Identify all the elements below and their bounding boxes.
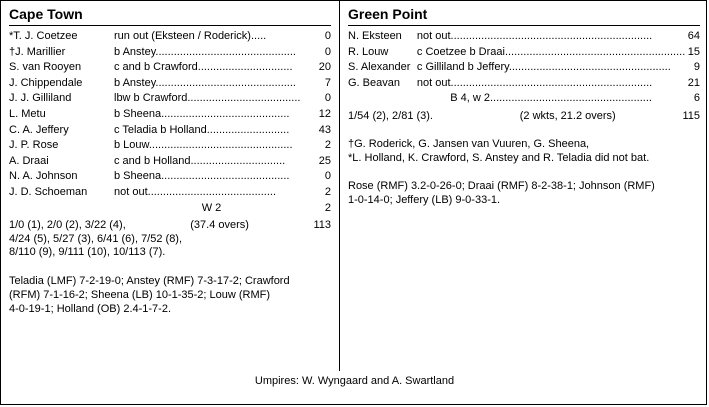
runs: 0	[324, 170, 331, 183]
table-row	[9, 29, 331, 45]
runs: 0	[324, 30, 331, 42]
dismissal: c and b Crawford...............................	[114, 61, 293, 74]
bowling-line: 4-0-19-1; Holland (OB) 2.4-1-7-2.	[9, 302, 172, 315]
runs: 20	[318, 61, 331, 74]
batsman-name: C. A. Jeffery	[9, 123, 69, 136]
left-team-title: Cape Town	[9, 6, 83, 22]
extras-runs: 2	[324, 201, 331, 214]
left-bowling-figures	[9, 274, 331, 316]
dismissal: b Sheena..........................................	[114, 107, 290, 120]
innings-total: 115	[682, 109, 700, 122]
batsman-name: A. Draai	[9, 154, 49, 167]
batsman-name: S. van Rooyen	[9, 61, 82, 74]
dismissal: lbw b Crawford.....................................	[114, 92, 301, 105]
runs: 64	[687, 30, 700, 42]
runs: 9	[693, 61, 700, 74]
runs: 0	[324, 45, 331, 58]
table-row	[348, 45, 700, 61]
right-bowling-figures	[348, 179, 700, 207]
table-row	[9, 138, 331, 154]
dismissal: b Anstey..............................................	[114, 45, 296, 58]
dismissal: c Teladia b Holland...........................	[114, 123, 290, 136]
bowling-line: (RFM) 7-1-16-2; Sheena (LB) 10-1-35-2; Louw (RMF)	[9, 288, 271, 301]
dnb-line: †G. Roderick, G. Jansen van Vuuren, G. Sheena,	[348, 138, 590, 151]
right-spacer-1	[348, 123, 700, 137]
table-row	[9, 123, 331, 139]
batsman-name: †J. Marillier	[9, 45, 66, 58]
dismissal: c Coetzee b Draai...........................................................	[416, 45, 686, 58]
extras-label: W 2	[201, 201, 222, 214]
batsman-name: J. D. Schoeman	[9, 185, 88, 198]
batsman-name: J. P. Rose	[9, 139, 59, 152]
innings-total: 113	[313, 219, 331, 232]
runs: 2	[324, 139, 331, 152]
extras-runs: 6	[693, 92, 700, 105]
batsman-name: *T. J. Coetzee	[9, 30, 78, 42]
batsman-name: G. Beavan	[348, 76, 400, 89]
batsman-name: N. A. Johnson	[9, 170, 78, 183]
dismissal: run out (Eksteen / Roderick).....	[114, 30, 267, 42]
dismissal: c and b Holland...............................	[114, 154, 286, 167]
right-title-rule	[348, 25, 700, 26]
left-batting-table	[9, 29, 331, 216]
bowling-line: 1-0-14-0; Jeffery (LB) 9-0-33-1.	[348, 194, 501, 207]
total-line	[348, 110, 700, 124]
fow-line-1: 1/0 (1), 2/0 (2), 3/22 (4),	[9, 219, 126, 232]
extras-spacer	[9, 201, 114, 217]
bowling-line: Teladia (LMF) 7-2-19-0; Anstey (RMF) 7-3-17-2; Crawford	[9, 274, 290, 287]
runs: 25	[318, 154, 331, 167]
umpires-line: Umpires: W. Wyngaard and A. Swartland	[254, 375, 455, 387]
table-row	[9, 107, 331, 123]
extras-row	[348, 91, 700, 107]
innings-overs: (37.4 overs)	[190, 219, 249, 232]
batsman-name: S. Alexander	[348, 61, 411, 74]
dismissal: c Gilliland b Jeffery.....................................................	[416, 61, 671, 74]
runs: 21	[687, 76, 700, 89]
table-row	[9, 169, 331, 185]
dismissal: b Louw...............................................	[114, 139, 293, 152]
batsman-name: J. Chippendale	[9, 76, 83, 89]
dnb-line: *L. Holland, K. Crawford, S. Anstey and R. Teladia did not bat.	[348, 152, 650, 165]
batsman-name: J. J. Gilliland	[9, 92, 72, 105]
runs: 2	[324, 185, 331, 198]
right-fall-of-wickets: 1/54 (2), 2/81 (3).	[348, 109, 433, 122]
right-team-title: Green Point	[348, 6, 428, 22]
bowling-line: Rose (RMF) 3.2-0-26-0; Draai (RMF) 8-2-38-1; Johnson (RMF)	[348, 180, 655, 193]
table-row	[348, 60, 700, 76]
total-line	[9, 219, 331, 233]
batsman-name: R. Louw	[348, 45, 389, 58]
extras-spacer	[348, 91, 417, 107]
right-innings-panel	[340, 1, 707, 207]
dismissal: not out..................................................................	[416, 30, 653, 42]
table-row	[9, 76, 331, 92]
left-spacer	[9, 260, 331, 274]
fow-line-3: 8/110 (9), 9/111 (10), 10/113 (7).	[9, 246, 166, 259]
dismissal: not out..................................................................	[416, 76, 653, 89]
left-innings-panel	[1, 1, 339, 316]
table-row	[348, 76, 700, 92]
left-title-rule	[9, 25, 331, 26]
dismissal: b Sheena..........................................	[114, 170, 290, 183]
extras-row	[9, 201, 331, 217]
batsman-name: L. Metu	[9, 107, 46, 120]
right-batting-table	[348, 29, 700, 107]
right-total-block	[348, 110, 700, 124]
table-row	[9, 154, 331, 170]
right-spacer-2	[348, 165, 700, 179]
runs: 0	[324, 92, 331, 105]
table-row	[348, 29, 700, 45]
runs: 12	[318, 107, 331, 120]
runs: 43	[318, 123, 331, 136]
dismissal: not out..........................................	[114, 185, 276, 198]
table-row	[9, 91, 331, 107]
table-row	[9, 60, 331, 76]
innings-result: (2 wkts, 21.2 overs)	[519, 109, 616, 122]
table-row	[9, 45, 331, 61]
batsman-name: N. Eksteen	[348, 30, 402, 42]
did-not-bat	[348, 137, 700, 165]
runs: 15	[687, 45, 700, 58]
table-row	[9, 185, 331, 201]
runs: 7	[324, 76, 331, 89]
dismissal: b Anstey..............................................	[114, 76, 296, 89]
fow-line-2: 4/24 (5), 5/27 (3), 6/41 (6), 7/52 (8),	[9, 232, 183, 245]
left-fall-of-wickets	[9, 219, 331, 260]
extras-label: B 4, w 2.....................................................	[450, 92, 652, 105]
